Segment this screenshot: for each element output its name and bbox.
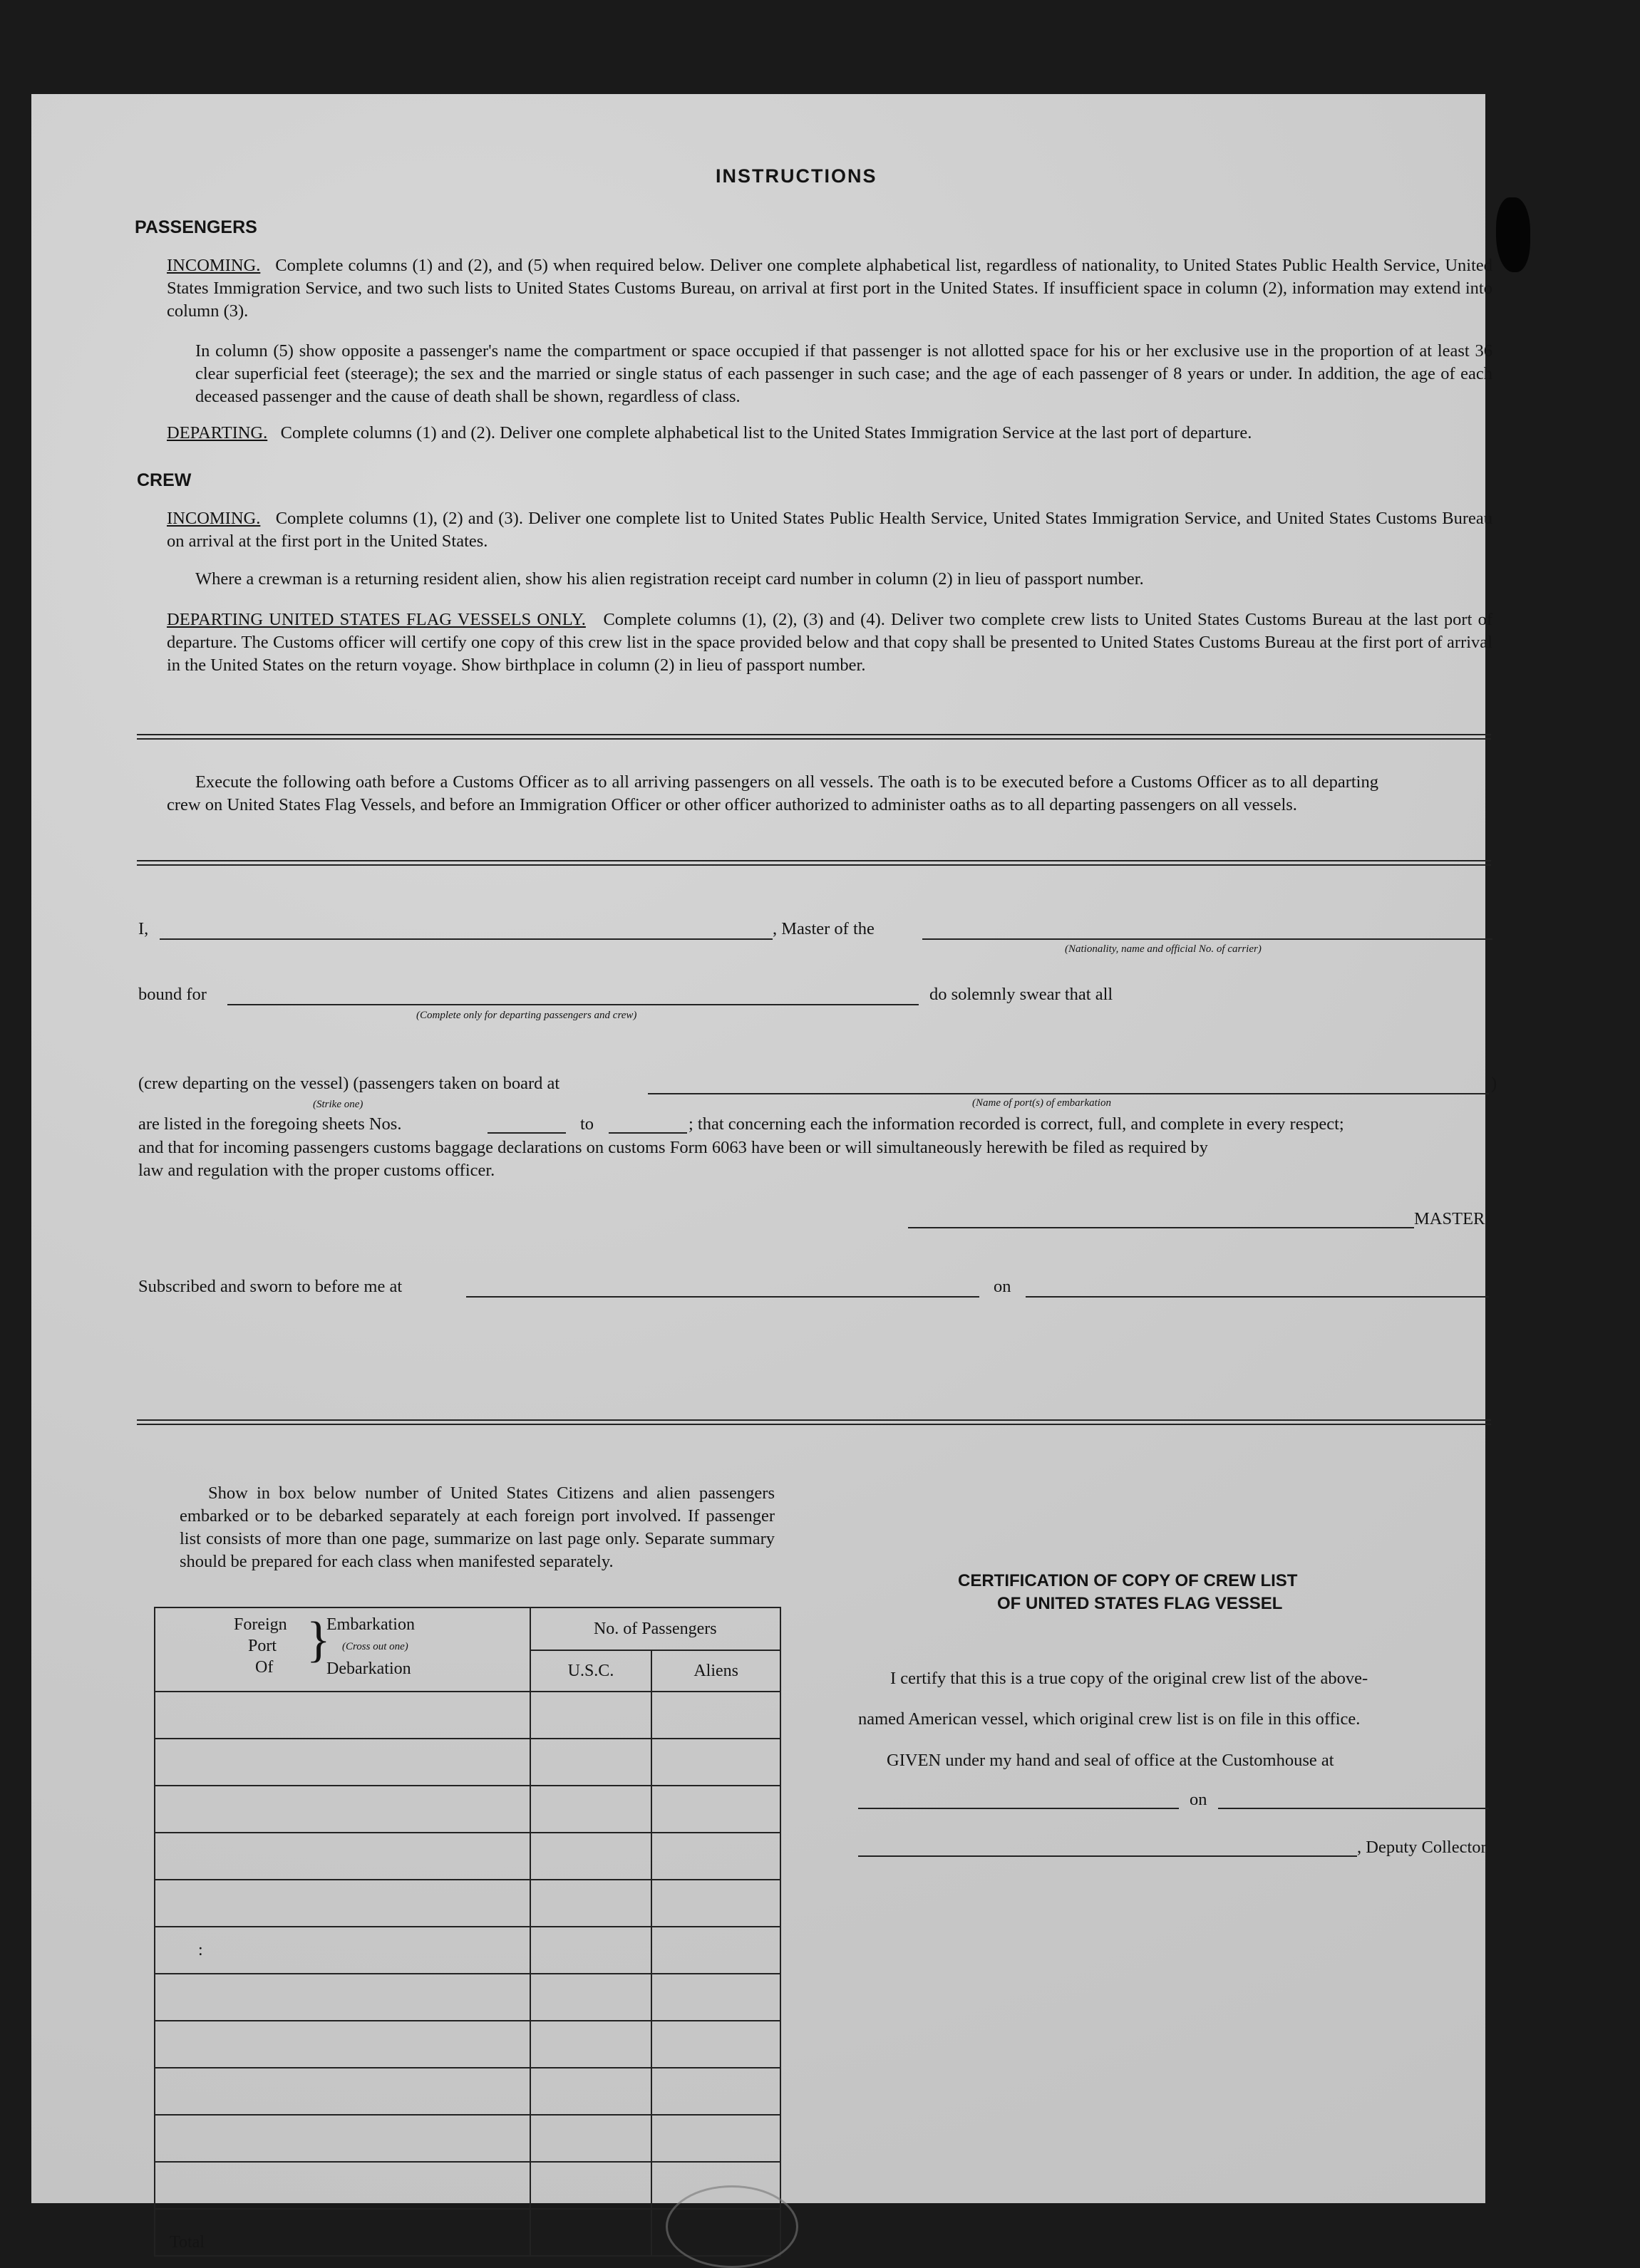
table-row[interactable] — [155, 2068, 530, 2115]
sheet-from-field[interactable] — [488, 1132, 566, 1134]
crew-heading: CREW — [137, 470, 192, 490]
strike-hint: (Strike one) — [313, 1099, 363, 1110]
page-title: INSTRUCTIONS — [716, 165, 877, 187]
oath-i-label: I, — [138, 919, 149, 938]
passengers-incoming-label: INCOMING. — [167, 256, 261, 275]
sworn-date-field[interactable] — [1026, 1296, 1489, 1298]
passengers-column5: In column (5) show opposite a passenger's name the compartment or space occupied if that passenger is not allotted space for his or her exclusive use in the proportion of at least 36 clear superficial feet (steerage); the sex and the married or single status of each passenger in such case; and the age of each passenger of 8 years or under. In addition, the age of each deceased passenger and the cause of death shall be shown, regardless of class. — [195, 341, 1492, 406]
divider — [137, 860, 1491, 866]
oath-sheets-rest: ; that concerning each the information recorded is correct, full, and complete in every respect; — [689, 1114, 1344, 1134]
divider — [137, 1419, 1491, 1425]
passengers-departing-label: DEPARTING. — [167, 423, 268, 442]
crew-incoming-label: INCOMING. — [167, 509, 261, 528]
sworn-place-field[interactable] — [466, 1296, 979, 1298]
passenger-summary-table — [154, 1607, 781, 2257]
header-embarkation: Embarkation — [326, 1615, 415, 1634]
crew-incoming-text: Complete columns (1), (2) and (3). Deliver one complete list to United States Public Health Service, United States Immigration Service, and United States Customs Bureau on arrival at the first port in the United States. — [167, 509, 1492, 551]
customhouse-field[interactable] — [858, 1808, 1179, 1809]
carrier-hint: (Nationality, name and official No. of carrier) — [1065, 943, 1262, 955]
oath-intro: Execute the following oath before a Customs Officer as to all arriving passengers on all vessels. The oath is to be executed before a Customs Officer as to all departing crew on United States Flag Vessels, and before an Immigration Officer or other officer authorized to administer oaths as to all departing passengers on all vessels. — [167, 772, 1378, 814]
oath-swear: do solemnly swear that all — [929, 985, 1113, 1004]
passengers-incoming — [167, 254, 1492, 323]
foreign-port-header — [155, 1607, 530, 1692]
row-mark: : — [198, 1940, 203, 1959]
bound-for-field[interactable] — [227, 1004, 919, 1005]
certification-title-2: OF UNITED STATES FLAG VESSEL — [997, 1594, 1283, 1613]
divider — [137, 734, 1491, 740]
crew-departing — [167, 609, 1492, 677]
document-sheet — [31, 94, 1497, 2252]
oath-close-paren: ) — [1491, 1074, 1497, 1093]
master-signature-field[interactable] — [908, 1227, 1414, 1228]
usc-header: U.S.C. — [530, 1650, 652, 1692]
table-row[interactable] — [155, 1692, 530, 1739]
header-port: Port — [248, 1637, 277, 1655]
oath-on: on — [994, 1277, 1011, 1296]
master-name-field[interactable] — [160, 938, 773, 940]
table-row[interactable] — [155, 1927, 530, 1974]
deputy-signature-field[interactable] — [858, 1855, 1357, 1857]
header-foreign: Foreign — [234, 1615, 287, 1634]
oath-crew-strike: (crew departing on the vessel) (passengers taken on board at — [138, 1074, 560, 1093]
certification-text-3: GIVEN under my hand and seal of office at the Customhouse at — [887, 1751, 1334, 1770]
passengers-heading: PASSENGERS — [135, 217, 257, 237]
sheet-to-field[interactable] — [609, 1132, 687, 1134]
total-usc-cell[interactable] — [530, 2209, 652, 2256]
oath-subscribed: Subscribed and sworn to before me at — [138, 1277, 403, 1296]
crew-departing-text: Complete columns (1), (2), (3) and (4). Deliver two complete crew lists to United States Customs Bureau at the last port of departure. The Customs officer will certify one copy of this crew list in the space provided below and that copy shall be presented to United States Customs Bureau at the first port of arrival in the United States on the return voyage. Show birthplace in column (2) in lieu of passport number. — [167, 610, 1492, 675]
carrier-field[interactable] — [922, 938, 1492, 940]
crew-departing-label: DEPARTING UNITED STATES FLAG VESSELS ONLY. — [167, 610, 586, 629]
oath-line2: and that for incoming passengers customs baggage declarations on customs Form 6063 have been or will simultaneously herewith be filed as required by — [138, 1138, 1208, 1157]
certification-text-2: named American vessel, which original crew list is on file in this office. — [858, 1709, 1361, 1729]
certification-on: on — [1190, 1790, 1207, 1809]
total-label: Total — [155, 2209, 530, 2256]
table-row[interactable] — [155, 2115, 530, 2162]
table-row[interactable] — [155, 1833, 530, 1880]
table-row[interactable] — [155, 2021, 530, 2068]
summary-intro: Show in box below number of United States Citizens and alien passengers embarked or to be debarked separately at each foreign port involved. If passenger list consists of more than one page, summarize on last page only. Separate summary should be prepared for each class when manifested separately. — [180, 1483, 775, 1571]
crew-incoming — [167, 507, 1492, 553]
oath-bound-for: bound for — [138, 985, 207, 1004]
embarkation-ports-field[interactable] — [648, 1093, 1489, 1094]
oath-sheets-prefix: are listed in the foregoing sheets Nos. — [138, 1114, 402, 1134]
table-row[interactable] — [155, 2162, 530, 2209]
table-row[interactable] — [155, 1786, 530, 1833]
header-cross-out: (Cross out one) — [342, 1641, 408, 1652]
aliens-header: Aliens — [651, 1650, 780, 1692]
passengers-incoming-text: Complete columns (1) and (2), and (5) when required below. Deliver one complete alphabetical list, regardless of nationality, to United States Public Health Service, United States Immigration Service, and two such lists to United States Customs Bureau, on arrival at first port in the United States. If insufficient space in column (2), information may extend into column (3). — [167, 256, 1492, 321]
no-passengers-header: No. of Passengers — [530, 1607, 780, 1650]
certification-text-1: I certify that this is a true copy of the original crew list of the above- — [890, 1669, 1368, 1688]
passengers-departing-text: Complete columns (1) and (2). Deliver one complete alphabetical list to the United States Immigration Service at the last port of departure. — [280, 423, 1252, 442]
bound-hint: (Complete only for departing passengers and crew) — [416, 1010, 637, 1021]
table-row[interactable] — [155, 1974, 530, 2021]
customs-stamp — [666, 2185, 798, 2268]
ports-hint: (Name of port(s) of embarkation — [972, 1097, 1111, 1109]
header-of: Of — [255, 1658, 274, 1677]
certification-title-1: CERTIFICATION OF COPY OF CREW LIST — [958, 1571, 1298, 1590]
passengers-departing — [167, 422, 1500, 445]
oath-line3: law and regulation with the proper customs officer. — [138, 1161, 495, 1180]
master-label: MASTER — [1414, 1209, 1485, 1228]
oath-sheets-to: to — [580, 1114, 594, 1134]
ink-blot — [1496, 197, 1530, 272]
oath-master-of: , Master of the — [773, 919, 875, 938]
certification-deputy: , Deputy Collector — [1357, 1838, 1487, 1857]
crew-resident-alien: Where a crewman is a returning resident alien, show his alien registration receipt card number in column (2) in lieu of passport number. — [195, 569, 1144, 589]
brace-icon: } — [306, 1612, 331, 1667]
table-row[interactable] — [155, 1739, 530, 1786]
table-row[interactable] — [155, 1880, 530, 1927]
header-debarkation: Debarkation — [326, 1659, 411, 1678]
certification-date-field[interactable] — [1218, 1808, 1489, 1809]
